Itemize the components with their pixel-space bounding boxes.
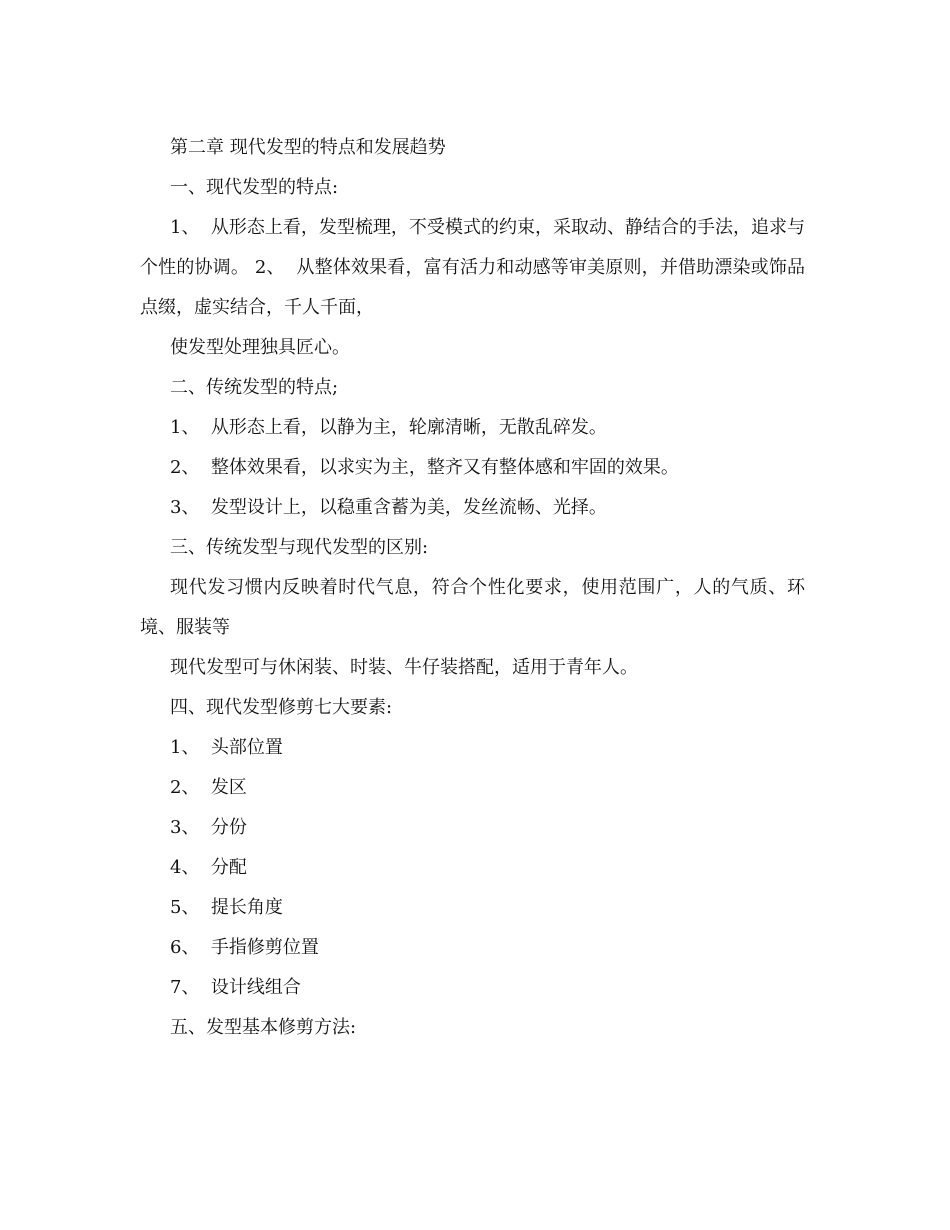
paragraph-difference-cont: 现代发型可与休闲装、时装、牛仔装搭配，适用于青年人。 bbox=[170, 657, 638, 678]
section-heading-4: 四、现代发型修剪七大要素: bbox=[170, 697, 393, 718]
list-item: 6、 手指修剪位置 bbox=[170, 937, 319, 958]
section-heading-2: 二、传统发型的特点; bbox=[170, 377, 339, 398]
list-item: 1、 从形态上看，以静为主，轮廓清晰，无散乱碎发。 bbox=[170, 417, 607, 438]
list-item: 3、 发型设计上，以稳重含蓄为美，发丝流畅、光择。 bbox=[170, 497, 607, 518]
list-item: 5、 提长角度 bbox=[170, 897, 283, 918]
section-heading-1: 一、现代发型的特点: bbox=[170, 177, 339, 198]
document-body bbox=[140, 128, 805, 1048]
list-item: 2、 整体效果看，以求实为主，整齐又有整体感和牢固的效果。 bbox=[170, 457, 679, 478]
chapter-title: 第二章 现代发型的特点和发展趋势 bbox=[170, 137, 446, 158]
list-item: 1、 头部位置 bbox=[170, 737, 283, 758]
list-item: 4、 分配 bbox=[170, 857, 247, 878]
paragraph-modern-features: 1、 从形态上看，发型梳理，不受模式的约束，采取动、静结合的手法，追求与个性的协调。 2、 从整体效果看，富有活力和动感等审美原则，并借助漂染或饰品点缀，虚实结合，千人千面， bbox=[140, 217, 805, 318]
paragraph-difference: 现代发习惯内反映着时代气息，符合个性化要求，使用范围广，人的气质、环境、服装等 bbox=[140, 577, 805, 638]
paragraph-modern-features-cont: 使发型处理独具匠心。 bbox=[170, 337, 350, 358]
section-heading-3: 三、传统发型与现代发型的区别: bbox=[170, 537, 429, 558]
list-item: 3、 分份 bbox=[170, 817, 247, 838]
section-heading-5: 五、发型基本修剪方法: bbox=[170, 1017, 357, 1038]
list-item: 2、 发区 bbox=[170, 777, 247, 798]
list-item: 7、 设计线组合 bbox=[170, 977, 301, 998]
